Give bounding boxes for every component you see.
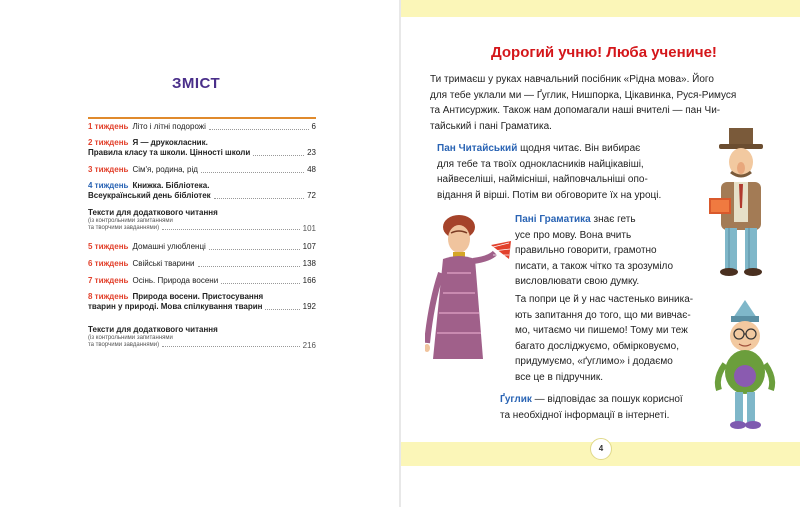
toc-page-number: 166 — [302, 276, 316, 285]
toc-page-number: 107 — [302, 242, 316, 251]
toc-leader — [201, 172, 304, 173]
toc-entry — [88, 122, 316, 132]
toc-leader — [209, 129, 309, 130]
gramatyka-name: Пані Граматика — [515, 214, 591, 225]
toc-entry — [88, 165, 316, 175]
right-page — [401, 0, 800, 507]
toc-entry-title: Літо і літні подорожі — [132, 122, 206, 131]
toc-page-number: 138 — [302, 259, 316, 268]
toc-entry-note: та творчими завданнями) — [88, 225, 160, 231]
teacher-chytaisky-illustration — [701, 128, 791, 278]
toc-entry — [88, 181, 316, 201]
toc-entry-title: тварин у природі. Мова спілкування тварин — [88, 302, 263, 311]
toc-leader — [198, 266, 300, 267]
toc-entry-title: Правила класу та школи. Цінності школи — [88, 148, 251, 157]
toc-entry — [88, 259, 316, 269]
guglyk-name: Ґуглик — [500, 394, 532, 405]
toc-leader — [253, 155, 304, 156]
toc-entry — [88, 208, 316, 232]
toc-entry — [88, 325, 316, 349]
toc-entry-note: та творчими завданнями) — [88, 342, 160, 348]
toc-divider — [88, 117, 316, 119]
toc-entry-title: Осінь. Природа восени — [132, 276, 219, 285]
toc-page-number: 72 — [307, 191, 316, 200]
toc-week-label: 5 тиждень — [88, 242, 129, 251]
toc-entry-note: (із контрольними запитаннями — [88, 218, 173, 224]
teacher-gramatyka-illustration — [425, 213, 513, 363]
toc-entry-title: Природа восени. Пристосування — [132, 292, 264, 301]
guglyk-paragraph: Ґуглик — відповідає за пошук корисної та необхідної інформації в інтернеті. — [500, 394, 683, 421]
toc-title: ЗМІСТ — [172, 75, 221, 92]
toc-entry-title: Свійські тварини — [132, 259, 195, 268]
toc-leader — [162, 346, 300, 347]
greeting-heading: Дорогий учню! Люба учениче! — [491, 44, 717, 61]
toc-entry-title: Книжка. Бібліотека. — [132, 181, 210, 190]
page-number: 4 — [590, 438, 612, 460]
research-paragraph: Та попри це й у нас частенько виника- ють запитання до того, що ми вивчає- мо, читаємо чи пишемо! Тому ми теж багато досліджуємо, обмірковуємо, придумуємо, «ґуглимо» і додаємо все це в підручник. — [515, 294, 694, 383]
toc-leader — [265, 309, 299, 310]
toc-entry — [88, 276, 316, 286]
top-band — [401, 0, 800, 17]
toc-leader — [221, 283, 299, 284]
toc-page-number: 101 — [302, 224, 316, 233]
toc-entry-title: Всеукраїнський день бібліотек — [88, 191, 211, 200]
toc-page-number: 48 — [307, 165, 316, 174]
toc-entry — [88, 242, 316, 252]
toc-entry-title: Тексти для додаткового читання — [88, 325, 218, 334]
toc-entry-note: (із контрольними запитаннями — [88, 335, 173, 341]
gramatyka-paragraph: Пані Граматика знає геть усе про мову. Вона вчить правильно говорити, грамотно писати, а також чітко та зрозуміло висловлювати свою думку. — [515, 214, 674, 288]
toc-week-label: 7 тиждень — [88, 276, 129, 285]
toc-week-label: 1 тиждень — [88, 122, 129, 131]
toc-page-number: 6 — [311, 122, 316, 131]
chytaisky-name: Пан Читайський — [437, 143, 518, 154]
toc-entry-title: Тексти для додаткового читання — [88, 208, 218, 217]
toc-entry-title: Я — друкокласник. — [132, 138, 208, 147]
toc-entry-title: Домашні улюбленці — [132, 242, 206, 251]
intro-paragraph: Ти тримаєш у руках навчальний посібник «Рідна мова». Його для тебе уклали ми — Ґуглик, Нишпорка, Цікавинка, Руся-Римуся та Антисуржик. Також нам допомагали наші вчителі — пан Чи- тайський і пані Граматика. — [430, 74, 737, 132]
toc-page-number: 216 — [302, 341, 316, 350]
toc-page-number: 23 — [307, 148, 316, 157]
toc-leader — [162, 229, 300, 230]
toc-week-label: 8 тиждень — [88, 292, 129, 301]
toc-leader — [209, 249, 300, 250]
toc-week-label: 3 тиждень — [88, 165, 129, 174]
toc-entry — [88, 138, 316, 158]
toc-week-label: 4 тиждень — [88, 181, 129, 190]
guglyk-illustration — [711, 298, 781, 433]
toc-week-label: 6 тиждень — [88, 259, 129, 268]
chytaisky-paragraph: Пан Читайський щодня читає. Він вибирає для тебе та твоїх однокласників найцікавіші, найвеселіші, наймісніші, найповчальніші опо- відання й вірші. Потім ви обговорите їх на уроці. — [437, 143, 662, 201]
toc-entry — [88, 292, 316, 312]
toc-week-label: 2 тиждень — [88, 138, 129, 147]
toc-leader — [214, 198, 304, 199]
toc-page-number: 192 — [302, 302, 316, 311]
toc-entry-title: Сім'я, родина, рід — [132, 165, 198, 174]
